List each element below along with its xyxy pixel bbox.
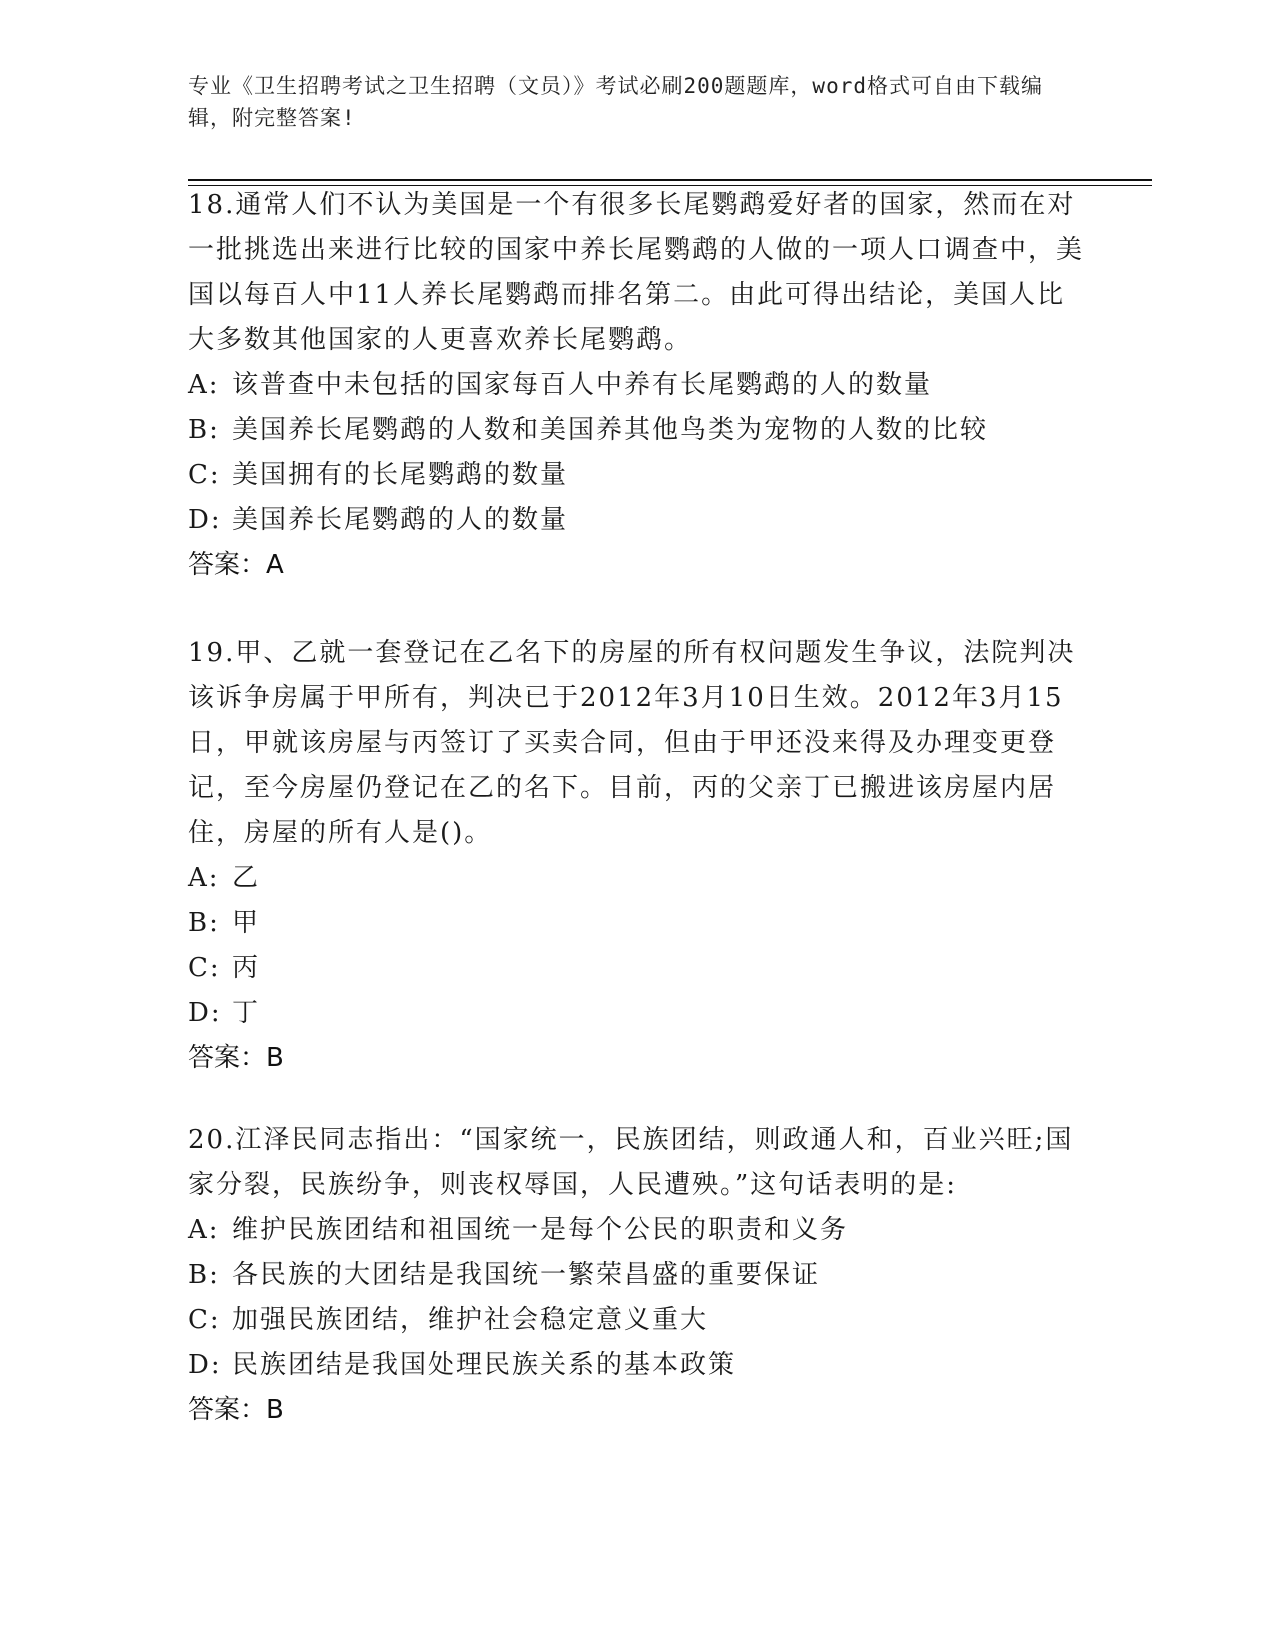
option-text: 美国养长尾鹦鹉的人数和美国养其他鸟类为宠物的人数的比较 xyxy=(232,415,989,445)
option-a xyxy=(188,1208,1088,1253)
option-letter: B: xyxy=(188,908,220,938)
option-b xyxy=(188,901,1088,946)
option-letter: B: xyxy=(188,415,220,445)
option-text: 该普查中未包括的国家每百人中养有长尾鹦鹉的人的数量 xyxy=(232,370,933,400)
option-a xyxy=(188,363,1088,408)
question-19 xyxy=(188,631,1088,1081)
question-20 xyxy=(188,1118,1088,1433)
option-d xyxy=(188,1343,1088,1388)
option-letter: D: xyxy=(188,505,222,535)
option-text: 民族团结是我国处理民族关系的基本政策 xyxy=(232,1350,737,1380)
option-text: 丁 xyxy=(232,998,261,1028)
option-text: 甲 xyxy=(232,908,261,938)
answer-line: 答案：B xyxy=(188,1395,284,1425)
option-b xyxy=(188,408,1088,453)
option-letter: A: xyxy=(188,863,220,893)
question-18 xyxy=(188,183,1088,588)
option-letter: D: xyxy=(188,998,222,1028)
option-text: 丙 xyxy=(232,953,261,983)
option-text: 各民族的大团结是我国统一繁荣昌盛的重要保证 xyxy=(232,1260,821,1290)
option-c xyxy=(188,946,1088,991)
option-c xyxy=(188,453,1088,498)
answer-line: 答案：B xyxy=(188,1043,284,1073)
option-c xyxy=(188,1298,1088,1343)
document-header: 专业《卫生招聘考试之卫生招聘（文员）》考试必刷200题题库，word格式可自由下载编辑，附完整答案! xyxy=(188,74,1043,130)
question-stem: 20.江泽民同志指出：“国家统一，民族团结，则政通人和，百业兴旺;国家分裂，民族纷争，则丧权辱国，人民遭殃。”这句话表明的是: xyxy=(188,1125,1074,1200)
option-a xyxy=(188,856,1088,901)
option-letter: C: xyxy=(188,953,221,983)
option-text: 乙 xyxy=(232,863,261,893)
option-text: 美国养长尾鹦鹉的人的数量 xyxy=(232,505,569,535)
option-letter: C: xyxy=(188,460,221,490)
option-text: 维护民族团结和祖国统一是每个公民的职责和义务 xyxy=(232,1215,849,1245)
option-letter: D: xyxy=(188,1350,222,1380)
option-letter: A: xyxy=(188,370,220,400)
option-d xyxy=(188,498,1088,543)
option-letter: B: xyxy=(188,1260,220,1290)
question-stem: 19.甲、乙就一套登记在乙名下的房屋的所有权问题发生争议，法院判决该诉争房属于甲所有，判决已于2012年3月10日生效。2012年3月15日，甲就该房屋与丙签订了买卖合同，但由于甲还没来得及办理变更登记，至今房屋仍登记在乙的名下。目前，丙的父亲丁已搬进该房屋内居住，房屋的所有人是()。 xyxy=(188,638,1076,848)
answer-line: 答案：A xyxy=(188,550,284,580)
option-text: 加强民族团结，维护社会稳定意义重大 xyxy=(232,1305,709,1335)
option-text: 美国拥有的长尾鹦鹉的数量 xyxy=(232,460,569,490)
header-divider-thick xyxy=(188,179,1152,181)
option-d xyxy=(188,991,1088,1036)
option-letter: C: xyxy=(188,1305,221,1335)
option-letter: A: xyxy=(188,1215,220,1245)
question-stem: 18.通常人们不认为美国是一个有很多长尾鹦鹉爱好者的国家，然而在对一批挑选出来进行比较的国家中养长尾鹦鹉的人做的一项人口调查中，美国以每百人中11人养长尾鹦鹉而排名第二。由此可得出结论，美国人比大多数其他国家的人更喜欢养长尾鹦鹉。 xyxy=(188,190,1085,355)
option-b xyxy=(188,1253,1088,1298)
